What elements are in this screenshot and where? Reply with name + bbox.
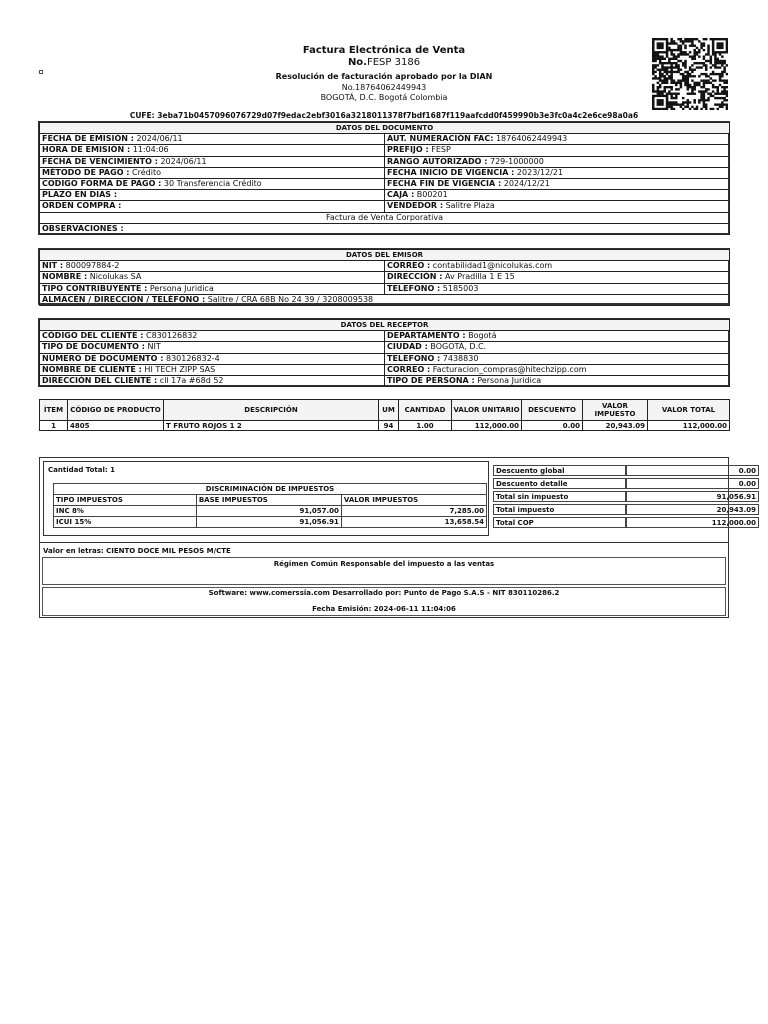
field-right <box>385 145 730 156</box>
total-label: Total impuesto <box>493 504 626 515</box>
tax-row <box>54 506 487 517</box>
field-value: 18764062449943 <box>495 134 568 144</box>
total-quantity: Cantidad Total: 1 <box>48 466 116 474</box>
tax-breakdown-title: DISCRIMINACIÓN DE IMPUESTOS <box>54 484 487 495</box>
total-row <box>493 478 759 489</box>
data-row <box>40 331 730 342</box>
field-label: TIPO DE DOCUMENTO : <box>42 342 145 352</box>
total-value: 0.00 <box>626 478 759 489</box>
field-right <box>385 364 730 375</box>
field-value: Persona Juridica <box>149 283 214 293</box>
field-value: Salitre Plaza <box>445 201 495 211</box>
field-right <box>385 283 730 294</box>
tax-column-header: BASE IMPUESTOS <box>196 495 341 506</box>
column-header: VALOR TOTAL <box>648 400 730 421</box>
data-row <box>40 342 730 353</box>
cell-um: 94 <box>379 421 399 431</box>
field-left <box>40 190 385 201</box>
divider <box>40 542 728 543</box>
field-left <box>40 178 385 189</box>
field-right <box>385 375 730 386</box>
field-value: Av Pradilla 1 E 15 <box>445 272 515 282</box>
field-label: CÓDIGO DEL CLIENTE : <box>42 331 144 341</box>
field-value: B00201 <box>416 190 448 200</box>
invoice-number-label: No. <box>347 57 367 68</box>
field-value: FESP <box>431 145 451 155</box>
data-row <box>40 156 730 167</box>
cell-valor-impuesto: 20,943.09 <box>583 421 648 431</box>
total-label: Total COP <box>493 517 626 528</box>
field-label: AUT. NUMERACIÓN FAC: <box>387 134 494 144</box>
cell-valor-unitario: 112,000.00 <box>452 421 522 431</box>
field-value: Facturacion_compras@hitechzipp.com <box>432 364 587 374</box>
field-label: FECHA FIN DE VIGENCIA : <box>387 179 502 189</box>
field-value: Nicolukas SA <box>89 272 142 282</box>
data-row <box>40 375 730 386</box>
tax-breakdown-box <box>43 461 489 536</box>
field-label: FECHA DE VENCIMIENTO : <box>42 156 158 166</box>
section-title: DATOS DEL EMISOR <box>40 250 730 261</box>
field-label: PLAZO EN DIAS : <box>42 190 118 200</box>
data-row <box>40 178 730 189</box>
total-row <box>493 491 759 502</box>
tax-breakdown-table <box>53 483 487 528</box>
cufe-code: CUFE: 3eba71b0457096076729d07f9edac2ebf3016a3218011378f7bdf1687f119aafcdd0f459990b3e3fc0a4c2e6ce98a0a6 <box>129 111 639 120</box>
column-header: CÓDIGO DE PRODUCTO <box>68 400 164 421</box>
field-value: 729-1000000 <box>490 156 544 166</box>
field-right <box>385 201 730 212</box>
field-label: RANGO AUTORIZADO : <box>387 156 488 166</box>
cell-valor-total: 112,000.00 <box>648 421 730 431</box>
field-value: 2024/12/21 <box>503 179 550 189</box>
field-right <box>385 331 730 342</box>
data-row <box>40 353 730 364</box>
data-row <box>40 167 730 178</box>
field-label: TIPO DE PERSONA : <box>387 376 475 386</box>
field-value: C830126832 <box>146 331 198 341</box>
cell-item: 1 <box>40 421 68 431</box>
totals-table <box>493 463 759 530</box>
field-value: 30 Transferencia Crédito <box>163 179 262 189</box>
field-value: Bogotá <box>468 331 497 341</box>
cell-descripcion: T FRUTO ROJOS 1 2 <box>164 421 379 431</box>
total-row <box>493 517 759 528</box>
column-header: CANTIDAD <box>399 400 452 421</box>
document-data-table <box>39 122 730 235</box>
field-value: NIT <box>147 342 161 352</box>
field-label: CORREO : <box>387 261 431 271</box>
total-value: 20,943.09 <box>626 504 759 515</box>
field-value: Persona Juridica <box>477 376 542 386</box>
column-header: ÍTEM <box>40 400 68 421</box>
field-right <box>385 134 730 145</box>
field-left <box>40 283 385 294</box>
total-value: 112,000.00 <box>626 517 759 528</box>
store-info-label: ALMACÉN / DIRECCIÓN / TELÉFONO : <box>42 294 206 304</box>
field-value: 7438830 <box>442 353 479 363</box>
tax-tipo: INC 8% <box>54 506 197 517</box>
field-left <box>40 134 385 145</box>
field-left <box>40 145 385 156</box>
total-label: Descuento detalle <box>493 478 626 489</box>
invoice-title: Factura Electrónica de Venta <box>302 45 466 56</box>
column-header: DESCUENTO <box>522 400 583 421</box>
field-label: FECHA DE EMISIÓN : <box>42 134 134 144</box>
field-label: NÚMERO DE DOCUMENTO : <box>42 353 164 363</box>
tax-base: 91,056.91 <box>196 517 341 528</box>
field-label: CAJA : <box>387 190 415 200</box>
field-value: 5185003 <box>442 283 479 293</box>
total-value: 91,056.91 <box>626 491 759 502</box>
column-header: VALOR UNITARIO <box>452 400 522 421</box>
field-value: HI TECH ZIPP SAS <box>144 364 216 374</box>
total-row <box>493 504 759 515</box>
invoice-number-value: FESP 3186 <box>366 57 421 68</box>
summary-panel <box>39 457 756 618</box>
field-value: 11:04:06 <box>132 145 169 155</box>
field-value: 2023/12/21 <box>516 167 564 177</box>
observations-label: OBSERVACIONES : <box>42 223 124 233</box>
tax-row <box>54 517 487 528</box>
field-label: MÉTODO DE PAGO : <box>42 167 130 177</box>
store-info-value: Salitre / CRA 68B No 24 39 / 3208009538 <box>207 294 374 304</box>
field-label: DIRECCIÓN : <box>387 272 443 282</box>
total-label: Total sin impuesto <box>493 491 626 502</box>
field-left <box>40 272 385 283</box>
invoice-header <box>0 0 768 120</box>
field-left <box>40 261 385 272</box>
field-value: 830126832-4 <box>165 353 220 363</box>
field-label: CODIGO FORMA DE PAGO : <box>42 179 162 189</box>
field-label: PREFIJO : <box>387 145 429 155</box>
field-left <box>40 156 385 167</box>
field-right <box>385 190 730 201</box>
column-header: UM <box>379 400 399 421</box>
table-row <box>40 421 730 431</box>
cell-cantidad: 1.00 <box>399 421 452 431</box>
issue-timestamp: Fecha Emisión: 2024-06-11 11:04:06 <box>312 605 456 613</box>
field-value: Crédito <box>132 167 161 177</box>
cell-codigo: 4805 <box>68 421 164 431</box>
data-row <box>40 283 730 294</box>
field-right <box>385 261 730 272</box>
field-value: 800097884-2 <box>65 261 120 271</box>
qr-code-icon <box>652 38 728 110</box>
field-left <box>40 375 385 386</box>
data-row <box>40 145 730 156</box>
column-header: DESCRIPCIÓN <box>164 400 379 421</box>
field-label: FECHA INICIO DE VIGENCIA : <box>387 167 515 177</box>
field-right <box>385 178 730 189</box>
tax-valor: 13,658.54 <box>341 517 486 528</box>
field-value: BOGOTÁ, D.C. <box>430 342 487 352</box>
field-right <box>385 167 730 178</box>
tax-regime: Régimen Común Responsable del impuesto a las ventas <box>273 560 495 568</box>
field-label: DEPARTAMENTO : <box>387 331 466 341</box>
tax-column-header: VALOR IMPUESTOS <box>341 495 486 506</box>
total-value: 0.00 <box>626 465 759 476</box>
data-row <box>40 190 730 201</box>
tax-base: 91,057.00 <box>196 506 341 517</box>
field-label: TIPO CONTRIBUYENTE : <box>42 283 148 293</box>
field-value: 2024/06/11 <box>160 156 207 166</box>
field-label: NOMBRE : <box>42 272 88 282</box>
data-row <box>40 272 730 283</box>
field-right <box>385 272 730 283</box>
field-label: NOMBRE DE CLIENTE : <box>42 364 142 374</box>
total-label: Descuento global <box>493 465 626 476</box>
field-right <box>385 156 730 167</box>
field-right <box>385 342 730 353</box>
cell-descuento: 0.00 <box>522 421 583 431</box>
column-header: VALOR IMPUESTO <box>583 400 648 421</box>
field-label: CIUDAD : <box>387 342 428 352</box>
data-row <box>40 364 730 375</box>
amount-in-words: Valor en letras: CIENTO DOCE MIL PESOS M/CTE <box>43 547 231 555</box>
field-left <box>40 342 385 353</box>
section-title: DATOS DEL RECEPTOR <box>40 320 730 331</box>
field-value: cll 17a #68d 52 <box>159 376 224 386</box>
issuer-city: BOGOTÁ, D.C. Bogotá Colombia <box>320 93 448 102</box>
dian-resolution: Resolución de facturación aprobado por la DIAN <box>275 72 493 81</box>
field-left <box>40 167 385 178</box>
tax-valor: 7,285.00 <box>341 506 486 517</box>
data-row <box>40 261 730 272</box>
field-left <box>40 201 385 212</box>
field-label: CORREO : <box>387 364 431 374</box>
tax-tipo: ICUI 15% <box>54 517 197 528</box>
observations <box>40 223 730 234</box>
items-table <box>39 399 730 431</box>
section-title: DATOS DEL DOCUMENTO <box>40 123 730 134</box>
issuer-data-table <box>39 249 730 306</box>
field-label: NIT : <box>42 261 64 271</box>
data-row <box>40 201 730 212</box>
tax-column-header: TIPO IMPUESTOS <box>54 495 197 506</box>
field-label: DIRECCIÓN DEL CLIENTE : <box>42 376 158 386</box>
software-credit: Software: www.comerssia.com Desarrollado por: Punto de Pago S.A.S - NIT 830110286.2 <box>208 589 560 597</box>
invoice-type: Factura de Venta Corporativa <box>40 212 730 223</box>
field-right <box>385 353 730 364</box>
field-value: 2024/06/11 <box>136 134 183 144</box>
field-label: VENDEDOR : <box>387 201 444 211</box>
field-left <box>40 353 385 364</box>
resolution-number: No.18764062449943 <box>341 83 427 92</box>
field-label: HORA DE EMISIÓN : <box>42 145 131 155</box>
field-left <box>40 331 385 342</box>
field-label: TELEFONO : <box>387 353 441 363</box>
store-info <box>40 294 730 305</box>
field-value: contabilidad1@nicolukas.com <box>432 261 553 271</box>
field-left <box>40 364 385 375</box>
field-label: ORDEN COMPRA : <box>42 201 122 211</box>
data-row <box>40 134 730 145</box>
total-row <box>493 465 759 476</box>
receiver-data-table <box>39 319 730 387</box>
field-label: TELEFONO : <box>387 283 441 293</box>
